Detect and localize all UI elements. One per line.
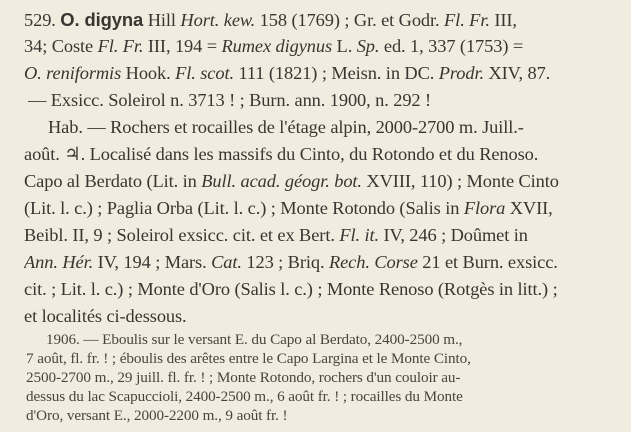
habitat-text: IV, 246 ; Doûmet in xyxy=(378,225,528,245)
habitat-line-4 xyxy=(24,197,616,220)
habitat-text: IV, 194 ; Mars. xyxy=(93,252,212,272)
entry-line-3 xyxy=(24,62,616,85)
habitat-text: XVIII, 110) ; Monte Cinto xyxy=(361,171,559,191)
ref-italic: Cat. xyxy=(211,252,242,272)
habitat-line-7 xyxy=(24,278,616,301)
observation-line-3 xyxy=(26,368,618,388)
habitat-text: août. ♃. Localisé dans les massifs du Cinto, du Rotondo et du Renoso. xyxy=(24,144,539,164)
ref-italic: Fl. scot. xyxy=(175,63,234,83)
entry-text: III, xyxy=(489,10,517,30)
entry-text: Hook. xyxy=(121,63,176,83)
habitat-text: Capo al Berdato (Lit. in xyxy=(24,171,202,191)
observation-line-1 xyxy=(46,330,616,350)
synonym-italic: Rumex digynus xyxy=(221,36,333,56)
observation-line-4 xyxy=(26,387,618,407)
habitat-line-8 xyxy=(24,305,616,328)
habitat-text: 123 ; Briq. xyxy=(241,252,329,272)
entry-line-4 xyxy=(28,89,620,112)
entry-text: 34; Coste xyxy=(24,36,98,56)
author: Hill xyxy=(147,10,176,30)
habitat-line-6 xyxy=(24,251,616,274)
ref-italic: Ann. Hér. xyxy=(24,252,94,272)
ref-italic: Hort. kew. xyxy=(180,10,256,30)
habitat-text: XVII, xyxy=(505,198,553,218)
habitat-text: (Lit. l. c.) ; Paglia Orba (Lit. l. c.) ; Monte Rotondo (Salis in xyxy=(24,198,464,218)
observation-text: 1906. — Eboulis sur le versant E. du Capo al Berdato, 2400-2500 m., xyxy=(46,331,463,348)
exsiccata-text: — Exsicc. Soleirol n. 3713 ! ; Burn. ann. 1900, n. 292 ! xyxy=(28,90,432,110)
ref-italic: Fl. Fr. xyxy=(97,36,144,56)
entry-text: 158 (1769) ; Gr. et Godr. xyxy=(255,10,445,30)
ref-italic: Fl. it. xyxy=(339,225,379,245)
habitat-text: cit. ; Lit. l. c.) ; Monte d'Oro (Salis l. c.) ; Monte Renoso (Rotgès in litt.) ; xyxy=(24,279,558,299)
entry-line-1 xyxy=(24,8,616,32)
entry-text: III, 194 = xyxy=(143,36,222,56)
species-name: O. digyna xyxy=(60,9,144,30)
observation-text: d'Oro, versant E., 2000-2200 m., 9 août fr. ! xyxy=(26,407,288,424)
entry-text: XIV, 87. xyxy=(483,63,551,83)
observation-text: dessus du lac Scapuccioli, 2400-2500 m., 6 août fr. ! ; rocailles du Monte xyxy=(26,388,463,405)
observation-text: 7 août, fl. fr. ! ; éboulis des arêtes entre le Capo Largina et le Monte Cinto, xyxy=(26,350,471,367)
entry-text: L. xyxy=(332,36,357,56)
entry-number: 529. xyxy=(24,10,56,30)
observation-line-2 xyxy=(26,349,618,369)
entry-text: 111 (1821) ; Meisn. in DC. xyxy=(233,63,439,83)
ref-italic: Prodr. xyxy=(438,63,484,83)
habitat-line-3 xyxy=(24,170,616,193)
habitat-text: Hab. — Rochers et rocailles de l'étage alpin, 2000-2700 m. Juill.- xyxy=(48,117,524,137)
habitat-line-5 xyxy=(24,224,616,247)
synonym-italic: O. reniformis xyxy=(24,63,122,83)
habitat-text: 21 et Burn. exsicc. xyxy=(417,252,558,272)
ref-italic: Flora xyxy=(463,198,506,218)
ref-italic: Bull. acad. géogr. bot. xyxy=(201,171,362,191)
ref-italic: Rech. Corse xyxy=(328,252,418,272)
ref-italic: Sp. xyxy=(356,36,380,56)
habitat-line-1 xyxy=(48,116,616,139)
habitat-line-2 xyxy=(24,143,616,166)
observation-text: 2500-2700 m., 29 juill. fl. fr. ! ; Monte Rotondo, rochers d'un couloir au- xyxy=(26,369,461,386)
entry-text: ed. 1, 337 (1753) = xyxy=(379,36,524,56)
observation-line-5 xyxy=(26,406,618,426)
ref-italic: Fl. Fr. xyxy=(444,10,490,30)
habitat-text: Beibl. II, 9 ; Soleirol exsicc. cit. et ex Bert. xyxy=(24,225,340,245)
habitat-text: et localités ci-dessous. xyxy=(24,306,187,326)
entry-line-2 xyxy=(24,35,616,58)
